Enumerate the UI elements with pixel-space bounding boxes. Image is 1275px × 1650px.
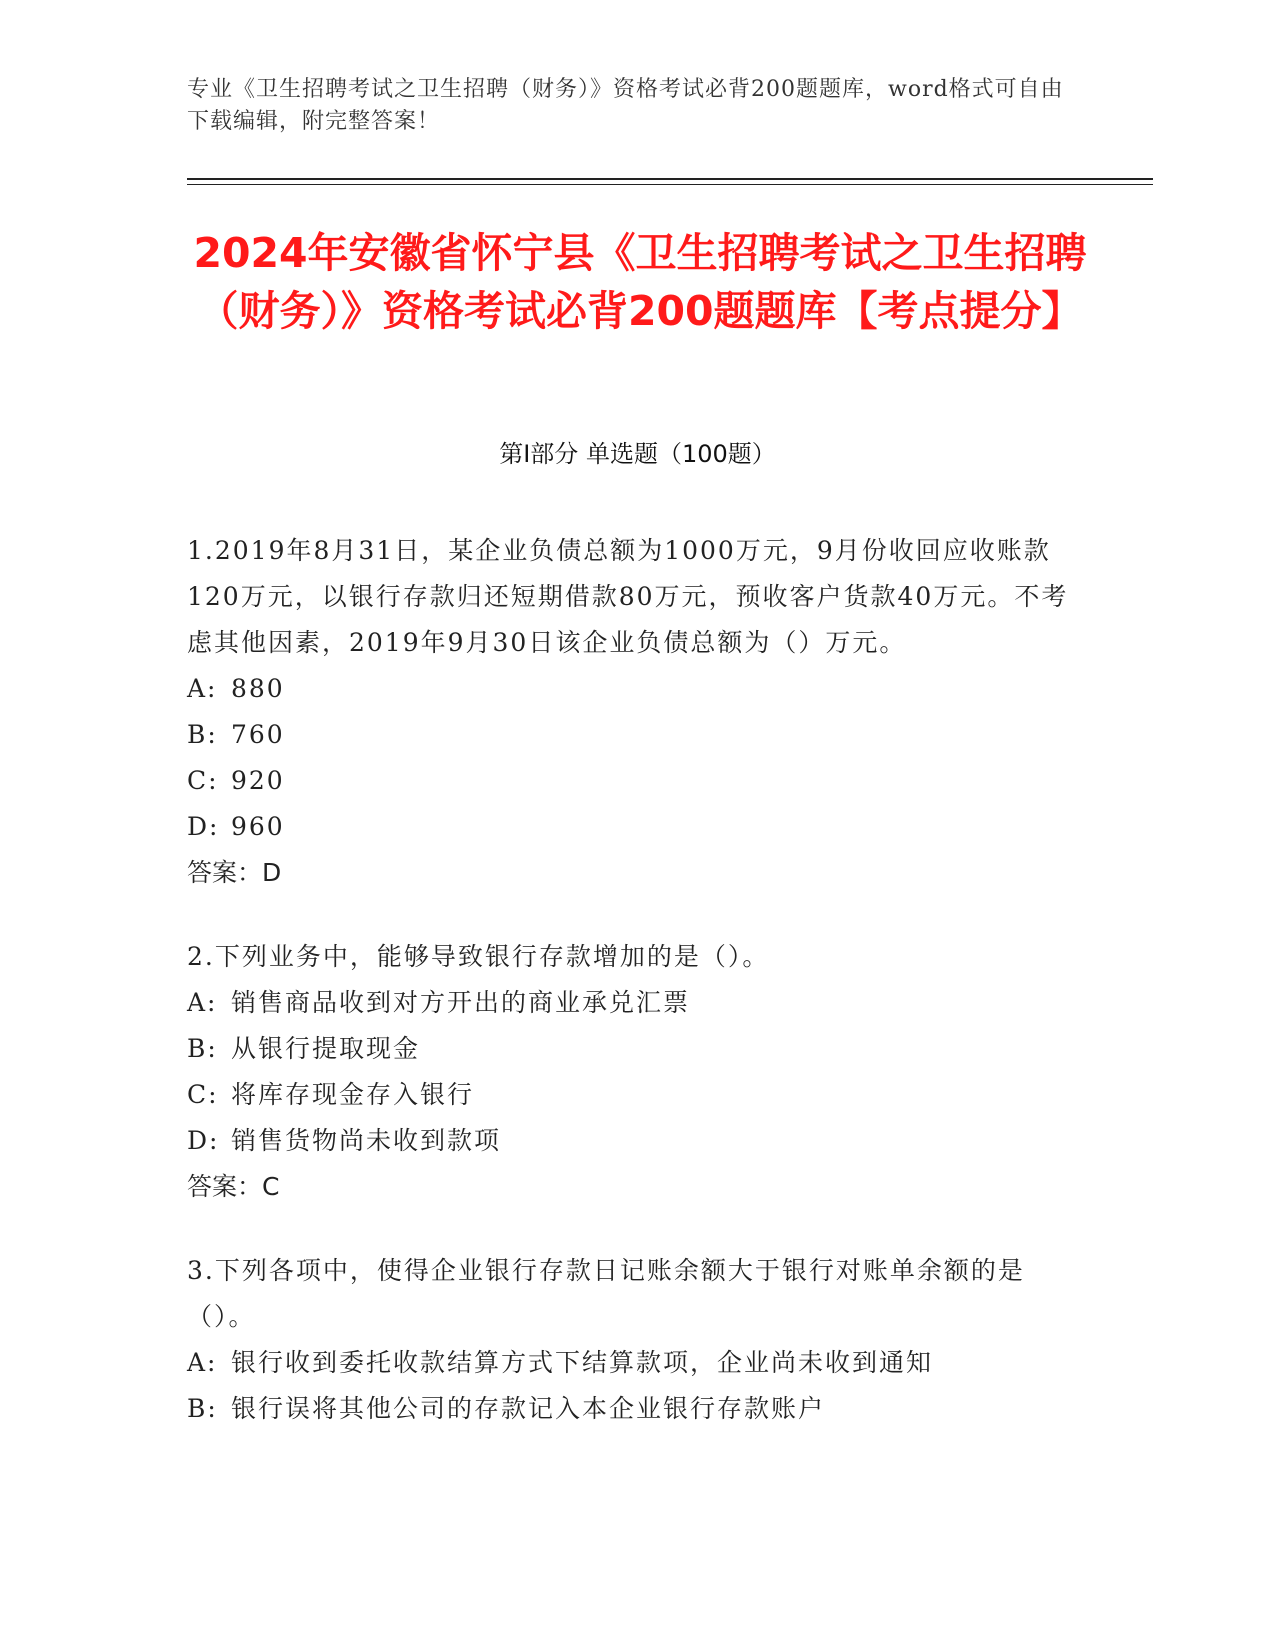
answer-line: 答案：C — [187, 1172, 280, 1201]
option-text: 销售货物尚未收到款项 — [231, 1126, 502, 1155]
option-text: 将库存现金存入银行 — [231, 1080, 475, 1109]
option-a — [187, 1340, 1087, 1386]
option-c — [187, 758, 1087, 804]
option-key: B: — [187, 1034, 218, 1063]
option-text: 从银行提取现金 — [231, 1034, 421, 1063]
option-key: A: — [187, 988, 218, 1017]
option-key: D: — [187, 1126, 220, 1155]
question-text: 1.2019年8月31日，某企业负债总额为1000万元，9月份收回应收账款120万元，以银行存款归还短期借款80万元，预收客户货款40万元。不考虑其他因素，2019年9月30日该企业负债总额为（）万元。 — [187, 536, 1069, 657]
option-key: C: — [187, 1080, 219, 1109]
section-title: 第Ⅰ部分 单选题（100题） — [499, 440, 776, 468]
option-a — [187, 980, 1087, 1026]
question-3 — [187, 1248, 1087, 1432]
option-key: B: — [187, 1394, 218, 1423]
option-text: 银行收到委托收款结算方式下结算款项，企业尚未收到通知 — [231, 1348, 934, 1377]
option-b — [187, 1026, 1087, 1072]
option-text: 880 — [231, 674, 285, 703]
option-text: 960 — [231, 812, 285, 841]
answer-line: 答案：D — [187, 858, 282, 887]
option-c — [187, 1072, 1087, 1118]
header-rule-thick — [187, 178, 1153, 180]
question-1 — [187, 528, 1087, 896]
option-key: C: — [187, 766, 219, 795]
option-key: D: — [187, 812, 220, 841]
option-text: 销售商品收到对方开出的商业承兑汇票 — [231, 988, 691, 1017]
question-2 — [187, 934, 1087, 1210]
header-rule-thin — [187, 184, 1153, 185]
option-key: A: — [187, 674, 218, 703]
option-key: B: — [187, 720, 218, 749]
header-note: 专业《卫生招聘考试之卫生招聘（财务）》资格考试必背200题题库，word格式可自由下载编辑，附完整答案！ — [187, 77, 1064, 134]
option-b — [187, 1386, 1087, 1432]
option-text: 920 — [231, 766, 285, 795]
option-text: 760 — [231, 720, 285, 749]
option-key: A: — [187, 1348, 218, 1377]
question-text: 2.下列业务中，能够导致银行存款增加的是（）。 — [187, 942, 770, 971]
question-text: 3.下列各项中，使得企业银行存款日记账余额大于银行对账单余额的是（）。 — [187, 1256, 1025, 1331]
option-a — [187, 666, 1087, 712]
document-title: 2024年安徽省怀宁县《卫生招聘考试之卫生招聘（财务）》资格考试必背200题题库【考点提分】 — [193, 229, 1087, 335]
question-list — [187, 528, 1087, 1470]
option-b — [187, 712, 1087, 758]
option-text: 银行误将其他公司的存款记入本企业银行存款账户 — [231, 1394, 826, 1423]
option-d — [187, 1118, 1087, 1164]
option-d — [187, 804, 1087, 850]
